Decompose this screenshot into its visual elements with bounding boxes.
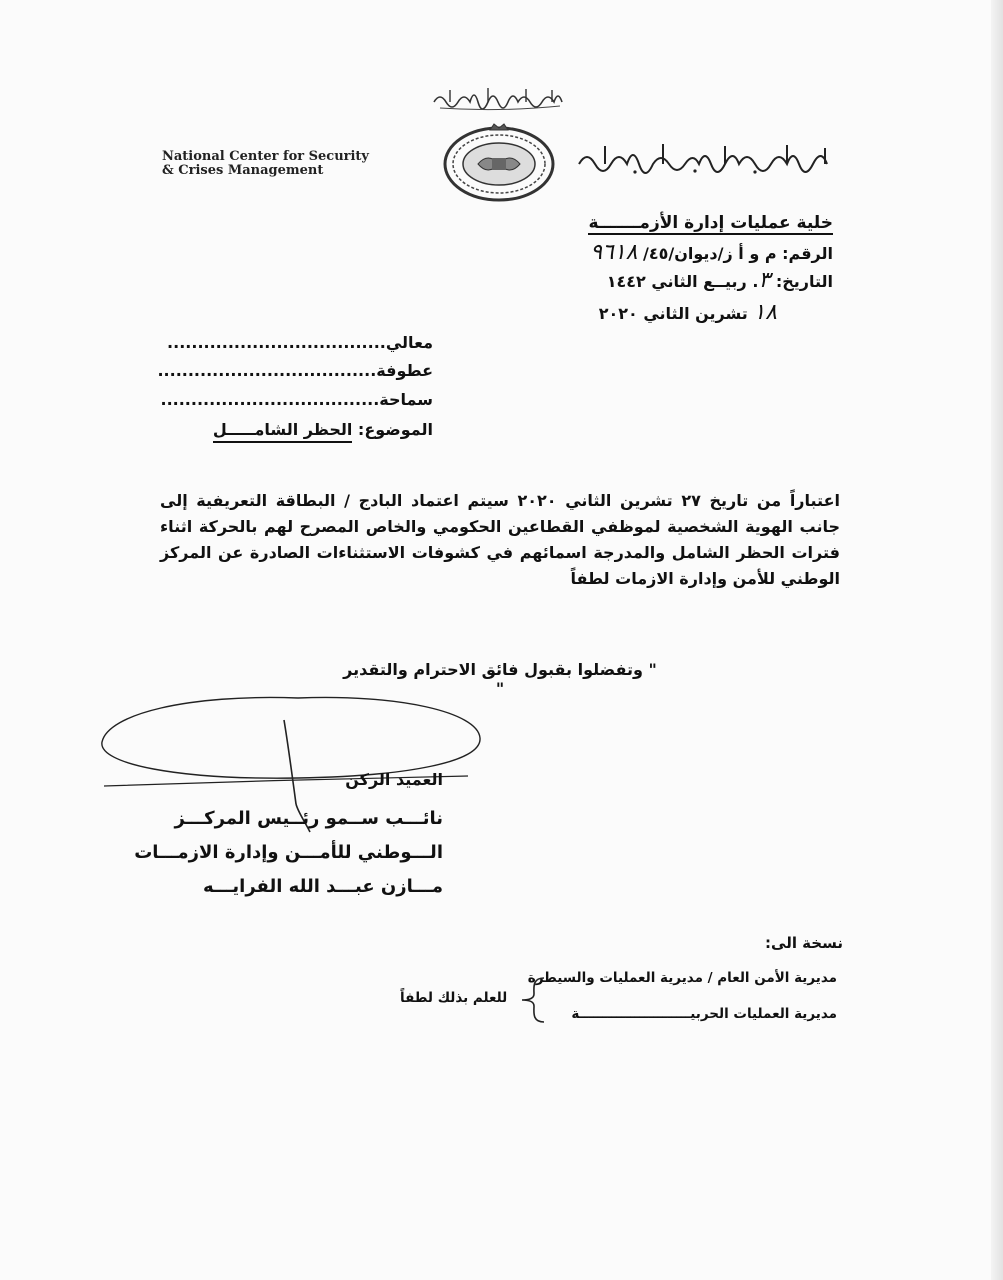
- center-name-en-line2: & Crises Management: [162, 163, 324, 178]
- hijri-day-handwritten: ٣: [758, 268, 771, 293]
- recipient-dots: ....................................: [160, 390, 380, 409]
- recipient-line: [167, 333, 433, 352]
- center-seal-emblem: [440, 118, 558, 204]
- copy-recipient: مديرية العمليات الحربيــــــــــــــــــــــــة: [571, 1006, 837, 1022]
- date-label: التاريخ:: [775, 272, 833, 291]
- copies-title: نسخة الى:: [765, 934, 843, 952]
- center-name-arabic-calligraphy: [575, 140, 843, 176]
- reference-number-handwritten: ٩٦١٨: [590, 240, 638, 265]
- signer-title-line2: الـــوطني للأمـــن وإدارة الازمـــات: [134, 842, 443, 863]
- center-name-en-line1: National Center for Security: [162, 149, 369, 164]
- signer-rank: العميد الركن: [345, 770, 443, 789]
- recipient-title: عطوفة: [376, 361, 433, 380]
- page-edge: [991, 0, 1003, 1280]
- gregorian-day-handwritten: ١٨: [753, 300, 777, 325]
- recipient-dots: ....................................: [167, 333, 386, 352]
- recipient-line: [157, 361, 433, 380]
- closing-line: " وتفضلوا بقبول فائق الاحترام والتقدير ": [343, 660, 657, 698]
- basmala-calligraphy: [430, 82, 570, 112]
- recipient-line: [160, 390, 433, 409]
- signer-name: مـــازن عبـــد الله الفرايـــه: [203, 876, 443, 897]
- reference-label: الرقم: م و أ ز/ديوان/٤٥/: [643, 244, 833, 263]
- gregorian-month-year: تشرين الثاني ٢٠٢٠: [598, 304, 748, 323]
- operations-cell-title: [588, 213, 833, 233]
- cell-title-text: خلية عمليات إدارة الأزمـــــــة: [588, 213, 833, 233]
- recipient-dots: ....................................: [157, 361, 377, 380]
- curly-brace: [510, 974, 550, 1026]
- subject-line: [213, 420, 433, 439]
- signer-title-line1: نائـــب ســمو رئــيس المركـــز: [174, 808, 443, 829]
- subject-label: الموضوع:: [357, 420, 433, 439]
- reference-number-line: [590, 240, 833, 265]
- subject-value: الحظر الشامـــــل: [213, 420, 352, 443]
- copies-note: للعلم بذلك لطفاً: [400, 990, 508, 1006]
- center-name-english: [162, 150, 427, 178]
- recipient-title: معالي: [385, 333, 433, 352]
- gregorian-date-line: [599, 300, 777, 325]
- hijri-month-year: ربيــع الثاني ١٤٤٢: [606, 272, 747, 291]
- hijri-date-line: التاريخ: ٣. ربيــع الثاني ١٤٤٢: [606, 268, 833, 293]
- body-paragraph: اعتباراً من تاريخ ٢٧ تشرين الثاني ٢٠٢٠ سيتم اعتماد البادج / البطاقة التعريفية إلى جانب الهوية الشخصية لموظفي القطاعين الحكومي والخاص المصرح لهم بالحركة اثناء فترات الحظر الشامل والمدرجة اسمائهم في كشوفات الاستثناءات الصادرة عن المركز الوطني للأمن وإدارة الازمات لطفاً: [160, 491, 840, 588]
- recipient-title: سماحة: [379, 390, 433, 409]
- copy-recipient: مديرية الأمن العام / مديرية العمليات والسيطرة: [527, 970, 837, 986]
